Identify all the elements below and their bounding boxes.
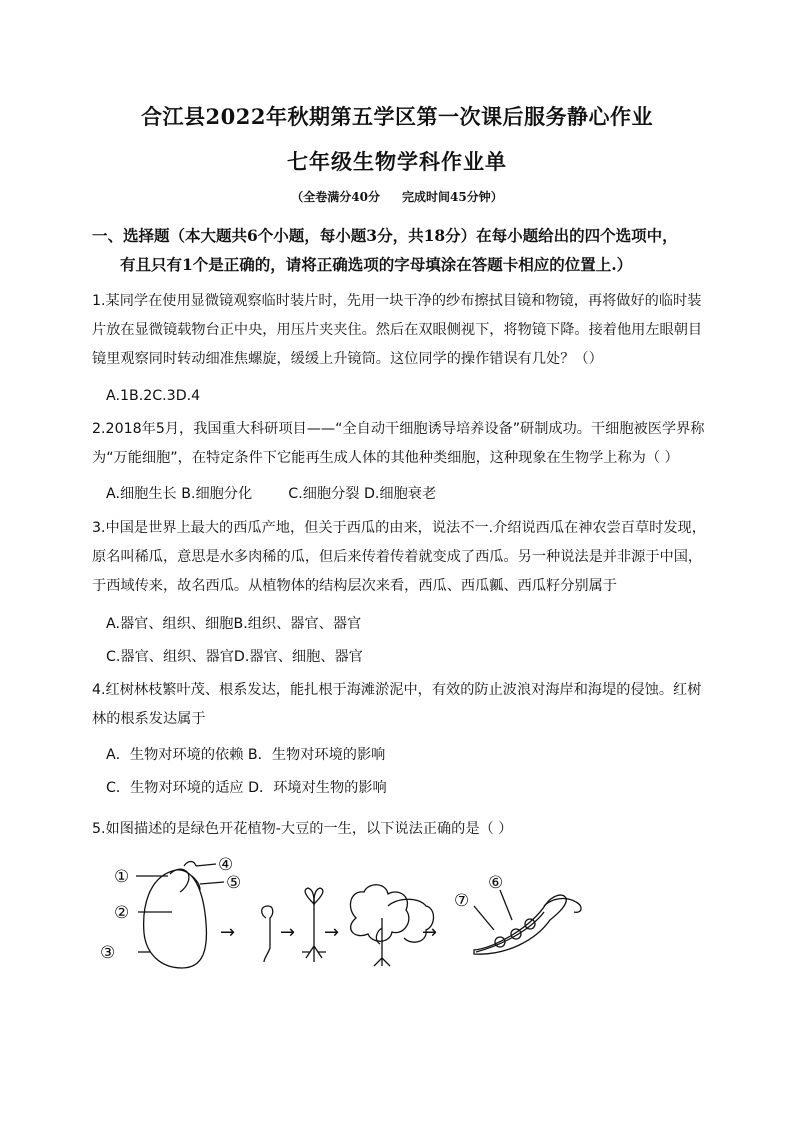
question-3	[92, 514, 712, 601]
arrow-icon: →	[220, 922, 236, 943]
label-7: ⑦	[454, 891, 470, 911]
question-line: 5.如图描述的是绿色开花植物-大豆的一生，以下说法正确的是（ ）	[92, 821, 513, 837]
section-heading	[92, 221, 712, 279]
question-line: 4.红树林枝繁叶茂、根系发达，能扎根于海滩淤泥中，有效的防止波浪对海岸和海堤的侵蚀。红树	[92, 682, 702, 698]
question-5	[92, 815, 712, 844]
section-heading-line1: 一、选择题（本大题共6个小题，每小题3分，共18分）在每小题给出的四个选项中，	[92, 226, 678, 245]
germinating-seed-icon	[262, 906, 273, 962]
question-line: 3.中国是世界上最大的西瓜产地，但关于西瓜的由来，说法不一.介绍说西瓜在神农尝百草时发现，	[92, 520, 706, 536]
page-subtitle: 七年级生物学科作业单	[287, 149, 507, 174]
question-4-options-row1: A．生物对环境的依赖 B．生物对环境的影响	[106, 747, 386, 763]
question-4	[92, 676, 712, 734]
full-score-text: （全卷满分40分	[291, 190, 380, 204]
question-line: 片放在显微镜载物台正中央，用压片夹夹住。然后在双眼侧视下，将物镜下降。接着他用左眼朝目	[92, 322, 703, 338]
question-1	[92, 287, 712, 374]
question-line: 原名叫稀瓜，意思是水多肉稀的瓜，但后来传着传着就变成了西瓜。另一种说法是并非源于中国，	[92, 549, 703, 565]
question-line: 2.2018年5月，我国重大科研项目——“全自动干细胞诱导培养设备”研制成功。干细胞被医学界称	[92, 421, 705, 437]
arrow-icon: →	[324, 922, 340, 943]
label-5: ⑤	[226, 873, 242, 893]
time-limit-text: 完成时间45分钟）	[402, 190, 503, 204]
question-4-options-row2: C．生物对环境的适应 D．环境对生物的影响	[106, 780, 387, 796]
question-2-options: A.细胞生长 B.细胞分化 C.细胞分裂 D.细胞衰老	[106, 486, 437, 502]
question-2	[92, 415, 712, 473]
soybean-life-cycle-figure	[96, 848, 596, 978]
label-6: ⑥	[488, 873, 504, 893]
question-line: 1.某同学在使用显微镜观察临时装片时，先用一块干净的纱布擦拭目镜和物镜，再将做好的临时装	[92, 293, 702, 309]
label-4: ④	[218, 855, 234, 875]
question-line: 镜里观察同时转动细准焦螺旋，缓缓上升镜筒。这位同学的操作错误有几处？（）	[92, 351, 603, 367]
question-line: 林的根系发达属于	[92, 711, 206, 727]
arrow-icon: →	[422, 922, 438, 943]
question-1-options: A.1B.2C.3D.4	[106, 388, 201, 404]
seedling-icon	[302, 888, 326, 962]
question-3-options-row2: C.器官、组织、器官D.器官、细胞、器官	[106, 649, 363, 665]
page-title: 合江县2022年秋期第五学区第一次课后服务静心作业	[141, 104, 653, 129]
arrow-icon: →	[280, 922, 296, 943]
question-3-options-row1: A.器官、组织、细胞B.组织、器官、器官	[106, 616, 362, 632]
question-line: 于西域传来，故名西瓜。从植物体的结构层次来看，西瓜、西瓜瓤、西瓜籽分别属于	[92, 578, 617, 594]
label-2: ②	[114, 903, 130, 923]
label-3: ③	[100, 943, 116, 963]
pea-pod-icon	[454, 873, 581, 954]
question-line: 为“万能细胞”，在特定条件下它能再生成人体的其他种类细胞，这种现象在生物学上称为（ ）	[92, 450, 679, 466]
section-heading-line2: 有且只有1个是正确的，请将正确选项的字母填涂在答题卡相应的位置上.）	[120, 255, 633, 274]
label-1: ①	[114, 867, 130, 887]
score-time-info	[0, 188, 794, 205]
seed-diagram	[100, 855, 241, 968]
